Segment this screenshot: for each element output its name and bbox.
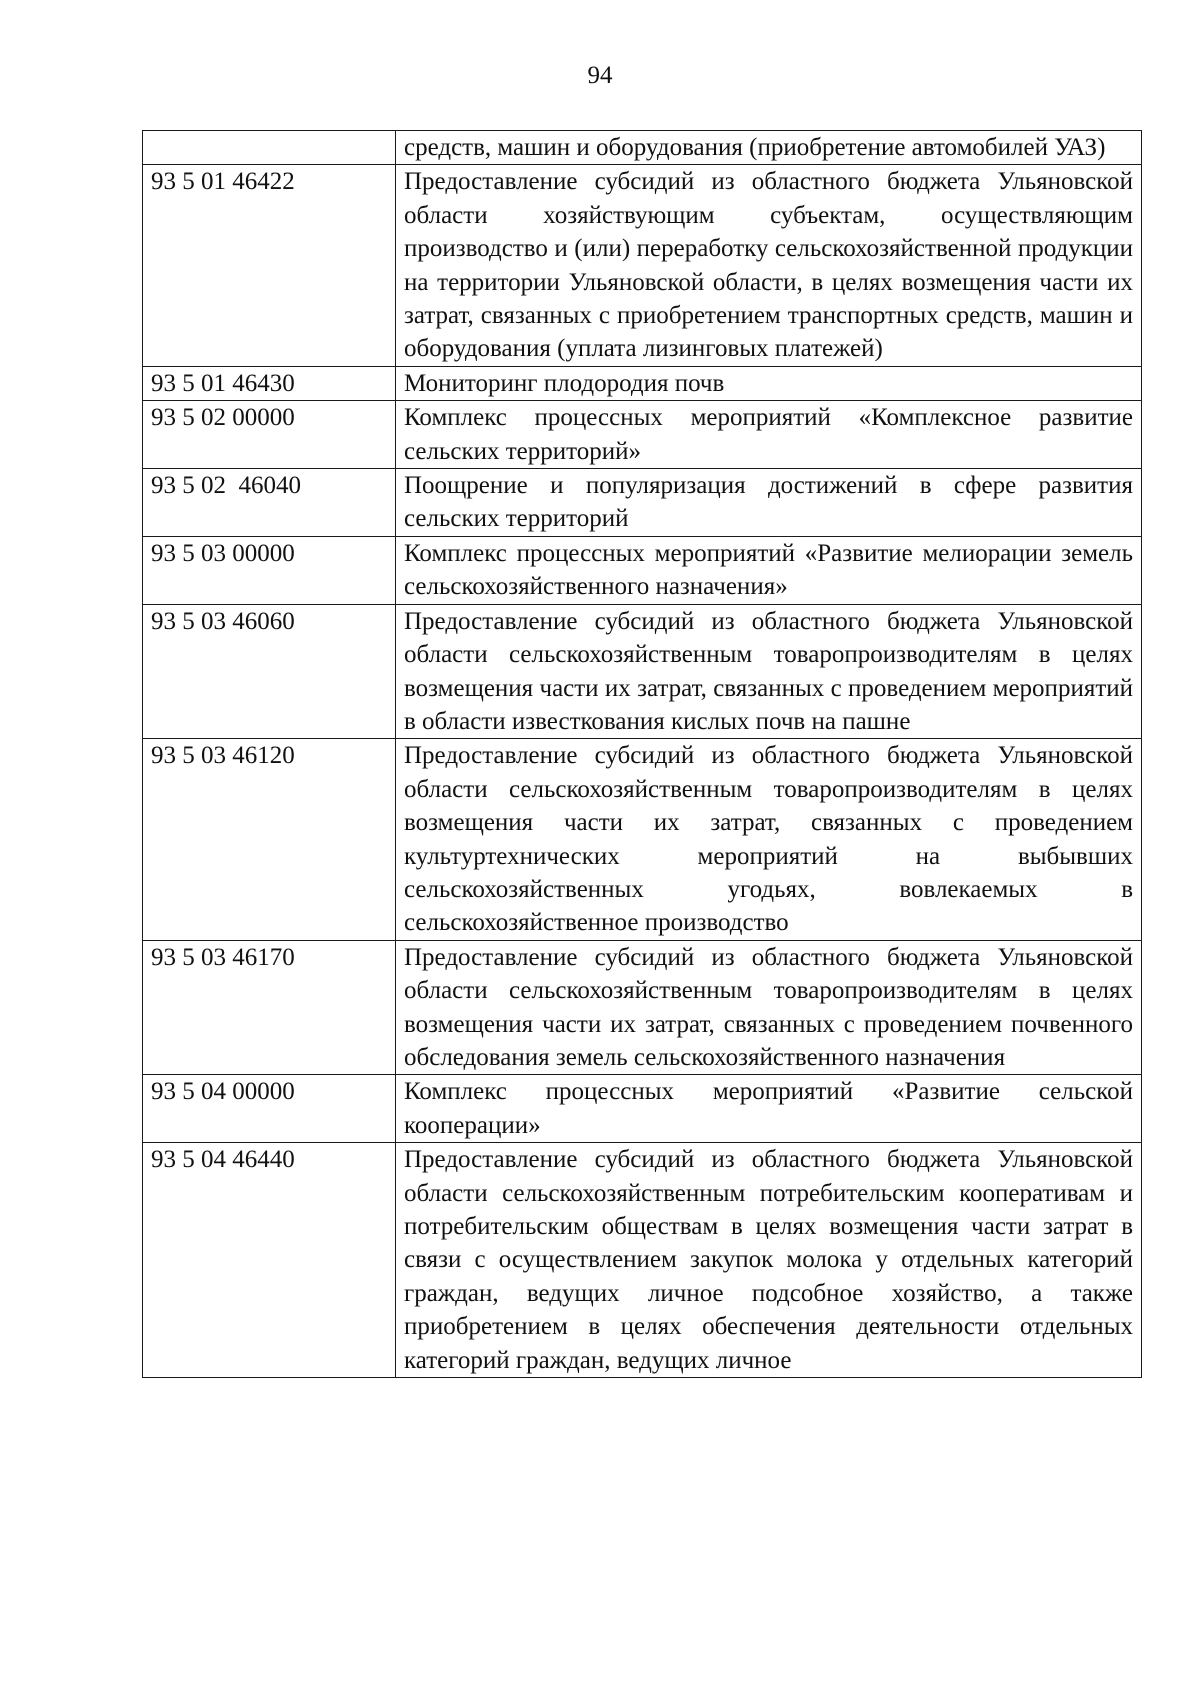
classification-code: 93 5 01 46430 — [143, 366, 396, 400]
classification-code: 93 5 04 46440 — [143, 1143, 396, 1378]
code-description: Мониторинг плодородия почв — [396, 366, 1142, 400]
table-row — [143, 739, 1142, 940]
table-row — [143, 1143, 1142, 1378]
classification-code: 93 5 02 00000 — [143, 401, 396, 469]
classification-code: 93 5 03 00000 — [143, 536, 396, 604]
code-description: Предоставление субсидий из областного бюджета Ульяновской области сельскохозяйственным товаропроизводителям в целях возмещения части их затрат, связанных с проведением мероприятий в области известкования кислых почв на пашне — [396, 604, 1142, 739]
budget-code-table — [142, 130, 1142, 1378]
classification-code: 93 5 01 46422 — [143, 165, 396, 366]
table-row — [143, 604, 1142, 739]
code-description: Предоставление субсидий из областного бюджета Ульяновской области сельскохозяйственным товаропроизводителям в целях возмещения части их затрат, связанных с проведением культуртехнических мероприятий на выбывших сельскохозяйственных угодьях, вовлекаемых в сельскохозяйственное производство — [396, 739, 1142, 940]
code-description: Предоставление субсидий из областного бюджета Ульяновской области сельскохозяйственным потребительским кооперативам и потребительским обществам в целях возмещения части затрат в связи с осуществлением закупок молока у отдельных категорий граждан, ведущих личное подсобное хозяйство, а также приобретением в целях обеспечения деятельности отдельных категорий граждан, ведущих личное — [396, 1143, 1142, 1378]
table-row — [143, 165, 1142, 366]
code-description: Комплекс процессных мероприятий «Комплексное развитие сельских территорий» — [396, 401, 1142, 469]
code-description: Поощрение и популяризация достижений в сфере развития сельских территорий — [396, 469, 1142, 537]
table-row — [143, 131, 1142, 165]
classification-code — [143, 131, 396, 165]
table-row — [143, 366, 1142, 400]
table-row — [143, 401, 1142, 469]
code-description: Комплекс процессных мероприятий «Развитие мелиорации земель сельскохозяйственного назначения» — [396, 536, 1142, 604]
code-description: средств, машин и оборудования (приобретение автомобилей УАЗ) — [396, 131, 1142, 165]
code-description: Комплекс процессных мероприятий «Развитие сельской кооперации» — [396, 1075, 1142, 1143]
table-row — [143, 1075, 1142, 1143]
classification-code: 93 5 03 46120 — [143, 739, 396, 940]
classification-code: 93 5 04 00000 — [143, 1075, 396, 1143]
table-row — [143, 940, 1142, 1075]
code-description: Предоставление субсидий из областного бюджета Ульяновской области сельскохозяйственным товаропроизводителям в целях возмещения части их затрат, связанных с проведением почвенного обследования земель сельскохозяйственного назначения — [396, 940, 1142, 1075]
table-row — [143, 536, 1142, 604]
classification-code: 93 5 03 46170 — [143, 940, 396, 1075]
classification-code: 93 5 03 46060 — [143, 604, 396, 739]
code-description: Предоставление субсидий из областного бюджета Ульяновской области хозяйствующим субъектам, осуществляющим производство и (или) переработку сельскохозяйственной продукции на территории Ульяновской области, в целях возмещения части их затрат, связанных с приобретением транспортных средств, машин и оборудования (уплата лизинговых платежей) — [396, 165, 1142, 366]
page-number: 94 — [587, 62, 613, 89]
table-row — [143, 469, 1142, 537]
classification-code: 93 5 02 46040 — [143, 469, 396, 537]
